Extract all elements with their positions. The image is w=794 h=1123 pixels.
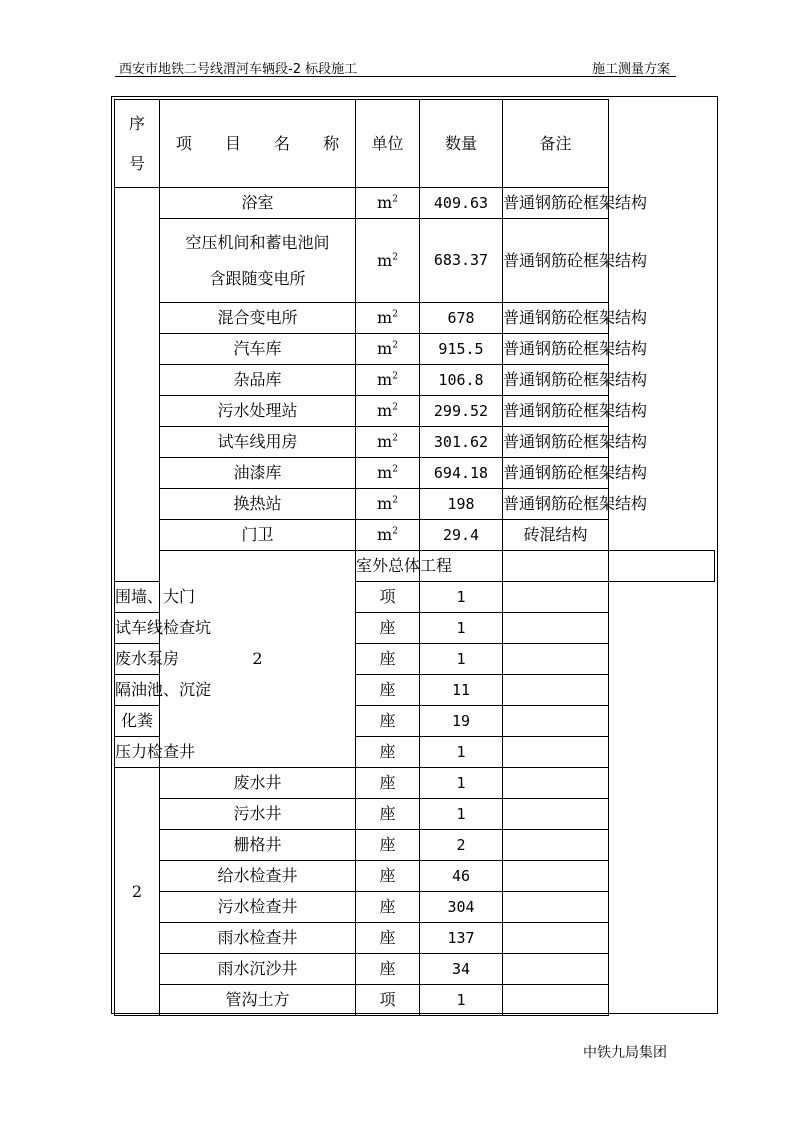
item-qty: 198: [420, 489, 503, 520]
item-note: 普通钢筋砼框架结构: [503, 396, 609, 427]
item-unit: 项: [356, 985, 420, 1016]
item-qty: 409.63: [420, 188, 503, 219]
item-name: 废水泵房: [115, 644, 160, 675]
item-name: 汽车库: [160, 334, 356, 365]
table-row: [115, 303, 715, 334]
item-unit: 座: [356, 923, 420, 954]
table-header-row: [115, 100, 715, 188]
page-header: [115, 56, 676, 77]
table-row: [115, 334, 715, 365]
item-qty: 1: [420, 799, 503, 830]
item-name: 围墙、大门: [115, 582, 160, 613]
item-note: [503, 799, 609, 830]
item-unit: 项: [356, 582, 420, 613]
item-name: 换热站: [160, 489, 356, 520]
item-unit: 座: [356, 799, 420, 830]
item-qty: 1: [420, 644, 503, 675]
item-qty: 106.8: [420, 365, 503, 396]
item-note: [503, 861, 609, 892]
item-qty: 678: [420, 303, 503, 334]
item-name: 管沟土方: [160, 985, 356, 1016]
group3-seq: 2: [115, 768, 160, 1016]
item-qty: 29.4: [420, 520, 503, 551]
item-note: [609, 551, 715, 582]
item-qty: 915.5: [420, 334, 503, 365]
item-unit: 座: [356, 737, 420, 768]
table-row: [115, 799, 715, 830]
item-note: 普通钢筋砼框架结构: [503, 427, 609, 458]
table-row: [115, 954, 715, 985]
item-unit: 座: [356, 954, 420, 985]
item-name: 杂品库: [160, 365, 356, 396]
item-qty: 46: [420, 861, 503, 892]
item-note: 普通钢筋砼框架结构: [503, 365, 609, 396]
item-qty: [503, 551, 609, 582]
item-name: 门卫: [160, 520, 356, 551]
item-name: 空压机间和蓄电池间 含跟随变电所: [160, 219, 356, 303]
item-note: [503, 923, 609, 954]
item-name: 污水井: [160, 799, 356, 830]
item-name: 化粪: [115, 706, 160, 737]
item-name: 室外总体工程: [356, 551, 420, 582]
table-row: [115, 861, 715, 892]
item-note: 普通钢筋砼框架结构: [503, 458, 609, 489]
header-name: 项 目 名 称: [160, 100, 356, 188]
table-row: [115, 768, 715, 799]
header-seq: 序 号: [115, 100, 160, 188]
document-title: 西安市地铁二号线渭河车辆段-2 标段施工: [119, 62, 358, 77]
table-row: [115, 551, 715, 582]
item-qty: 683.37: [420, 219, 503, 303]
item-unit: 座: [356, 768, 420, 799]
item-note: [503, 954, 609, 985]
item-qty: 2: [420, 830, 503, 861]
item-note: [503, 706, 609, 737]
group1-seq: [115, 188, 160, 582]
item-unit: $m^2$: [356, 334, 420, 365]
item-note: [503, 985, 609, 1016]
item-qty: 301.62: [420, 427, 503, 458]
item-note: [503, 830, 609, 861]
item-qty: 304: [420, 892, 503, 923]
item-note: 普通钢筋砼框架结构: [503, 188, 609, 219]
item-note: [503, 892, 609, 923]
item-name: 雨水检查井: [160, 923, 356, 954]
item-name: 污水处理站: [160, 396, 356, 427]
item-unit: 座: [356, 675, 420, 706]
table-row: [115, 219, 715, 303]
item-note: [503, 737, 609, 768]
item-name: 混合变电所: [160, 303, 356, 334]
item-note: [503, 644, 609, 675]
item-qty: 1: [420, 613, 503, 644]
table-row: [115, 458, 715, 489]
quantity-table-frame: [111, 96, 718, 1014]
table-row: [115, 830, 715, 861]
item-qty: 299.52: [420, 396, 503, 427]
item-name: 废水井: [160, 768, 356, 799]
item-qty: 694.18: [420, 458, 503, 489]
quantity-table: [114, 99, 715, 1016]
header-note: 备注: [503, 100, 609, 188]
item-note: 普通钢筋砼框架结构: [503, 303, 609, 334]
item-note: 普通钢筋砼框架结构: [503, 489, 609, 520]
item-unit: $m^2$: [356, 396, 420, 427]
item-name: 压力检查井: [115, 737, 160, 768]
document-section: 施工测量方案: [591, 62, 670, 77]
item-name: 给水检查井: [160, 861, 356, 892]
item-name: 污水检查井: [160, 892, 356, 923]
item-note: [503, 768, 609, 799]
group2-seq: 2: [160, 551, 356, 768]
item-qty: 1: [420, 768, 503, 799]
item-unit: $m^2$: [356, 458, 420, 489]
table-row: [115, 188, 715, 219]
company-footer: 中铁九局集团: [583, 1045, 667, 1061]
header-unit: 单位: [356, 100, 420, 188]
item-note: 普通钢筋砼框架结构: [503, 219, 609, 303]
item-unit: 座: [356, 706, 420, 737]
item-qty: 137: [420, 923, 503, 954]
item-note: [503, 675, 609, 706]
item-unit: 座: [356, 892, 420, 923]
table-row: [115, 489, 715, 520]
item-unit: 座: [356, 830, 420, 861]
item-unit: $m^2$: [356, 365, 420, 396]
table-row: [115, 365, 715, 396]
item-note: 普通钢筋砼框架结构: [503, 334, 609, 365]
table-row: [115, 985, 715, 1016]
table-row: [115, 396, 715, 427]
item-qty: 34: [420, 954, 503, 985]
item-note: [503, 582, 609, 613]
item-unit: 座: [356, 644, 420, 675]
item-unit: $m^2$: [356, 520, 420, 551]
item-note: 砖混结构: [503, 520, 609, 551]
item-unit: $m^2$: [356, 219, 420, 303]
table-row: [115, 923, 715, 954]
item-qty: 1: [420, 737, 503, 768]
item-qty: 1: [420, 582, 503, 613]
item-note: [503, 613, 609, 644]
item-name: 试车线用房: [160, 427, 356, 458]
table-row: [115, 520, 715, 551]
item-name: 栅格井: [160, 830, 356, 861]
item-qty: 19: [420, 706, 503, 737]
item-name: 雨水沉沙井: [160, 954, 356, 985]
item-qty: 1: [420, 985, 503, 1016]
item-unit: 座: [356, 613, 420, 644]
item-qty: 11: [420, 675, 503, 706]
table-row: [115, 427, 715, 458]
item-unit: $m^2$: [356, 303, 420, 334]
header-qty: 数量: [420, 100, 503, 188]
item-unit: $m^2$: [356, 188, 420, 219]
item-name: 油漆库: [160, 458, 356, 489]
item-unit: $m^2$: [356, 489, 420, 520]
item-name: 隔油池、沉淀: [115, 675, 160, 706]
table-row: [115, 892, 715, 923]
item-name: 试车线检查坑: [115, 613, 160, 644]
item-name: 浴室: [160, 188, 356, 219]
item-unit: 座: [356, 861, 420, 892]
item-unit: $m^2$: [356, 427, 420, 458]
